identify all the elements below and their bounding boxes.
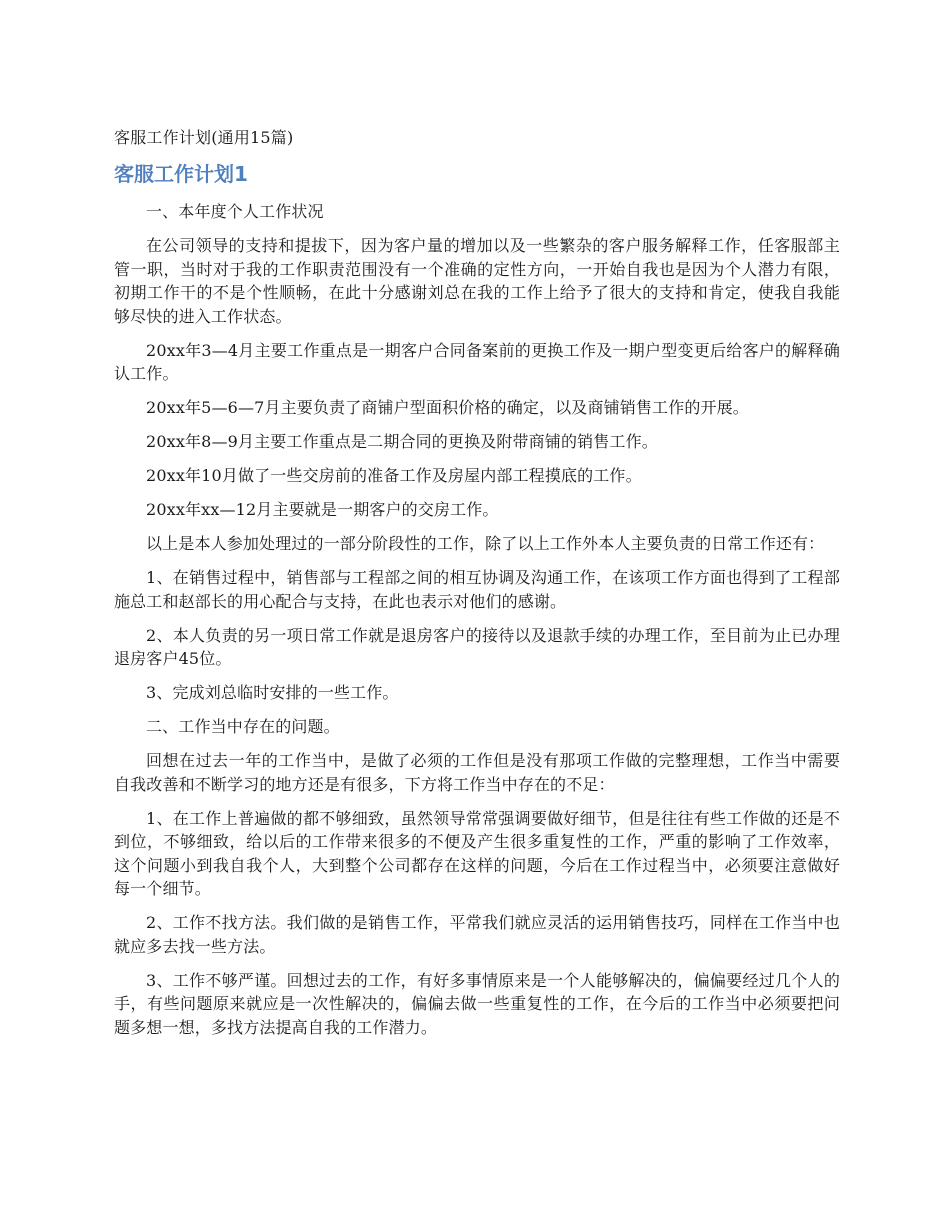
document-page — [114, 126, 840, 1050]
paragraph-12: 二、工作当中存在的问题。 — [146, 717, 340, 736]
section-heading: 客服工作计划1 — [114, 162, 248, 186]
paragraph-13: 回想在过去一年的工作当中，是做了必须的工作但是没有那项工作做的完整理想，工作当中需要自我改善和不断学习的地方还是有很多，下方将工作当中存在的不足： — [114, 751, 840, 794]
paragraph-9: 1、在销售过程中，销售部与工程部之间的相互协调及沟通工作，在该项工作方面也得到了工程部施总工和赵部长的用心配合与支持，在此也表示对他们的感谢。 — [114, 568, 840, 611]
paragraph-6: 20xx年10月做了一些交房前的准备工作及房屋内部工程摸底的工作。 — [146, 466, 642, 485]
paragraph-7: 20xx年xx—12月主要就是一期客户的交房工作。 — [146, 500, 499, 519]
paragraph-1: 一、本年度个人工作状况 — [146, 202, 324, 221]
paragraph-16: 3、工作不够严谨。回想过去的工作，有好多事情原来是一个人能够解决的，偏偏要经过几个人的手，有些问题原来就应是一次性解决的，偏偏去做一些重复性的工作，在今后的工作当中必须要把问题多想一想，多找方法提高自我的工作潜力。 — [114, 970, 840, 1037]
paragraph-11: 3、完成刘总临时安排的一些工作。 — [146, 683, 399, 702]
paragraph-5: 20xx年8—9月主要工作重点是二期合同的更换及附带商铺的销售工作。 — [146, 432, 658, 451]
paragraph-10: 2、本人负责的另一项日常工作就是退房客户的接待以及退款手续的办理工作，至目前为止已办理退房客户45位。 — [114, 625, 840, 668]
document-title: 客服工作计划(通用15篇) — [114, 128, 294, 147]
paragraph-3: 20xx年3—4月主要工作重点是一期客户合同备案前的更换工作及一期户型变更后给客户的解释确认工作。 — [114, 340, 840, 383]
paragraph-2: 在公司领导的支持和提拔下，因为客户量的增加以及一些繁杂的客户服务解释工作，任客服部主管一职，当时对于我的工作职责范围没有一个准确的定性方向，一开始自我也是因为个人潜力有限，初期工作干的不是个性顺畅，在此十分感谢刘总在我的工作上给予了很大的支持和肯定，使我自我能够尽快的进入工作状态。 — [114, 236, 840, 326]
paragraph-4: 20xx年5—6—7月主要负责了商铺户型面积价格的确定，以及商铺销售工作的开展。 — [146, 398, 749, 417]
paragraph-8: 以上是本人参加处理过的一部分阶段性的工作，除了以上工作外本人主要负责的日常工作还有： — [146, 534, 825, 553]
paragraph-15: 2、工作不找方法。我们做的是销售工作，平常我们就应灵活的运用销售技巧，同样在工作当中也就应多去找一些方法。 — [114, 913, 840, 956]
paragraph-14: 1、在工作上普遍做的都不够细致，虽然领导常常强调要做好细节，但是往往有些工作做的还是不到位，不够细致，给以后的工作带来很多的不便及产生很多重复性的工作，严重的影响了工作效率，这个问题小到我自我个人，大到整个公司都存在这样的问题，今后在工作过程当中，必须要注意做好每一个细节。 — [114, 808, 840, 898]
